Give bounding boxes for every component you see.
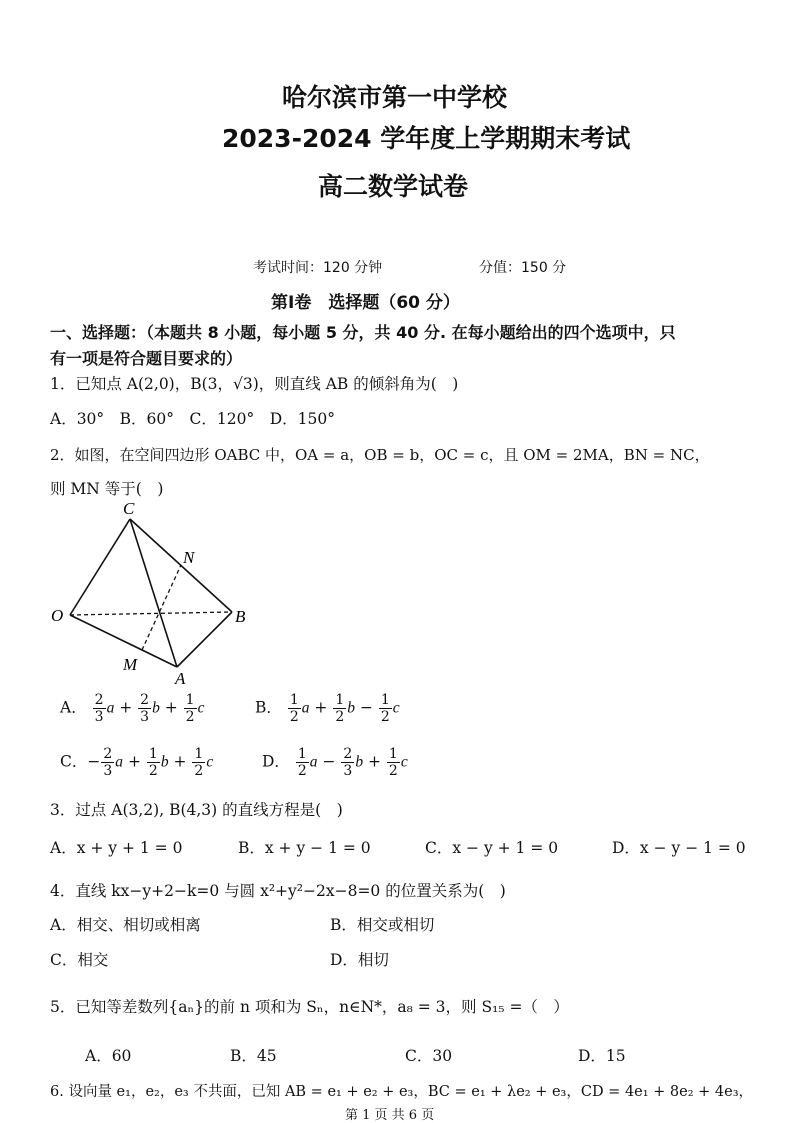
question-4-option-b: B．相交或相切 bbox=[330, 916, 435, 934]
question-3-option-a: A．x + y + 1 = 0 bbox=[50, 839, 183, 857]
exam-score: 分值：150 分 bbox=[479, 260, 567, 276]
question-1: 1．已知点 A(2,0)，B(3，√3)，则直线 AB 的倾斜角为( ) bbox=[50, 375, 459, 393]
question-3: 3．过点 A(3,2), B(4,3) 的直线方程是( ) bbox=[50, 801, 343, 819]
question-2-option-c: C．− $\frac{2}{3}$ a + $\frac{1}{2}$ b + $\frac{1}{2}$ c bbox=[60, 746, 214, 779]
question-1-options: A．30° B．60° C．120° D．150° bbox=[50, 410, 335, 428]
question-5-option-b: B．45 bbox=[230, 1047, 277, 1065]
question-5: 5．已知等差数列{aₙ}的前 n 项和为 Sₙ，n∈N*，a₈ = 3，则 S₁₅ =（ ） bbox=[50, 998, 569, 1016]
page-footer: 第 1 页 共 6 页 bbox=[345, 1108, 435, 1123]
question-2-line1: 2．如图，在空间四边形 OABC 中，OA = a，OB = b，OC = c，且 OM = 2MA，BN = NC， bbox=[50, 446, 710, 464]
edge-oc bbox=[70, 519, 130, 615]
section1-line1: 一、选择题：（本题共 8 小题，每小题 5 分，共 40 分. 在每小题给出的四个选项中，只 bbox=[50, 323, 676, 342]
label-o: O bbox=[51, 606, 64, 625]
school-title: 哈尔滨市第一中学校 bbox=[282, 83, 508, 112]
label-a: A bbox=[175, 669, 186, 687]
question-4-option-c: C．相交 bbox=[50, 951, 109, 969]
edge-ob-dashed bbox=[70, 612, 232, 615]
question-4-option-a: A．相交、相切或相离 bbox=[50, 916, 201, 934]
question-5-option-d: D．15 bbox=[578, 1047, 626, 1065]
label-b: B bbox=[235, 607, 246, 626]
label-m: M bbox=[123, 655, 138, 674]
question-6: 6. 设向量 e₁，e₂，e₃ 不共面，已知 AB = e₁ + e₂ + e₃，BC = e₁ + λe₂ + e₃，CD = 4e₁ + 8e₂ + 4e₃， bbox=[50, 1084, 754, 1100]
exam-title: 2023-2024 学年度上学期期末考试 bbox=[222, 124, 631, 153]
question-4-option-d: D．相切 bbox=[330, 951, 389, 969]
question-2-option-a: A． $\frac{2}{3}$ a + $\frac{2}{3}$ b + $\frac{1}{2}$ c bbox=[60, 692, 205, 725]
question-3-option-b: B．x + y − 1 = 0 bbox=[238, 839, 371, 857]
edge-ba bbox=[177, 612, 232, 667]
question-3-option-c: C．x − y + 1 = 0 bbox=[425, 839, 559, 857]
question-5-option-c: C．30 bbox=[405, 1047, 453, 1065]
question-5-option-a: A．60 bbox=[85, 1047, 132, 1065]
question-2-option-b: B． $\frac{1}{2}$ a + $\frac{1}{2}$ b − $\frac{1}{2}$ c bbox=[255, 692, 400, 725]
part1-title: 第Ⅰ卷 选择题（60 分） bbox=[271, 293, 460, 313]
label-c: C bbox=[123, 499, 135, 518]
label-n: N bbox=[183, 548, 195, 567]
exam-time: 考试时间：120 分钟 bbox=[253, 260, 383, 276]
question-2-line2: 则 MN 等于( ) bbox=[50, 480, 164, 498]
question-4: 4．直线 kx−y+2−k=0 与圆 x²+y²−2x−8=0 的位置关系为( ) bbox=[50, 882, 506, 900]
tetrahedron-figure bbox=[45, 497, 260, 687]
question-3-option-d: D．x − y − 1 = 0 bbox=[612, 839, 746, 857]
subject-title: 高二数学试卷 bbox=[318, 172, 469, 201]
question-2-option-d: D． $\frac{1}{2}$ a − $\frac{2}{3}$ b + $\frac{1}{2}$ c bbox=[262, 746, 408, 779]
section1-line2: 有一项是符合题目要求的） bbox=[50, 349, 243, 368]
